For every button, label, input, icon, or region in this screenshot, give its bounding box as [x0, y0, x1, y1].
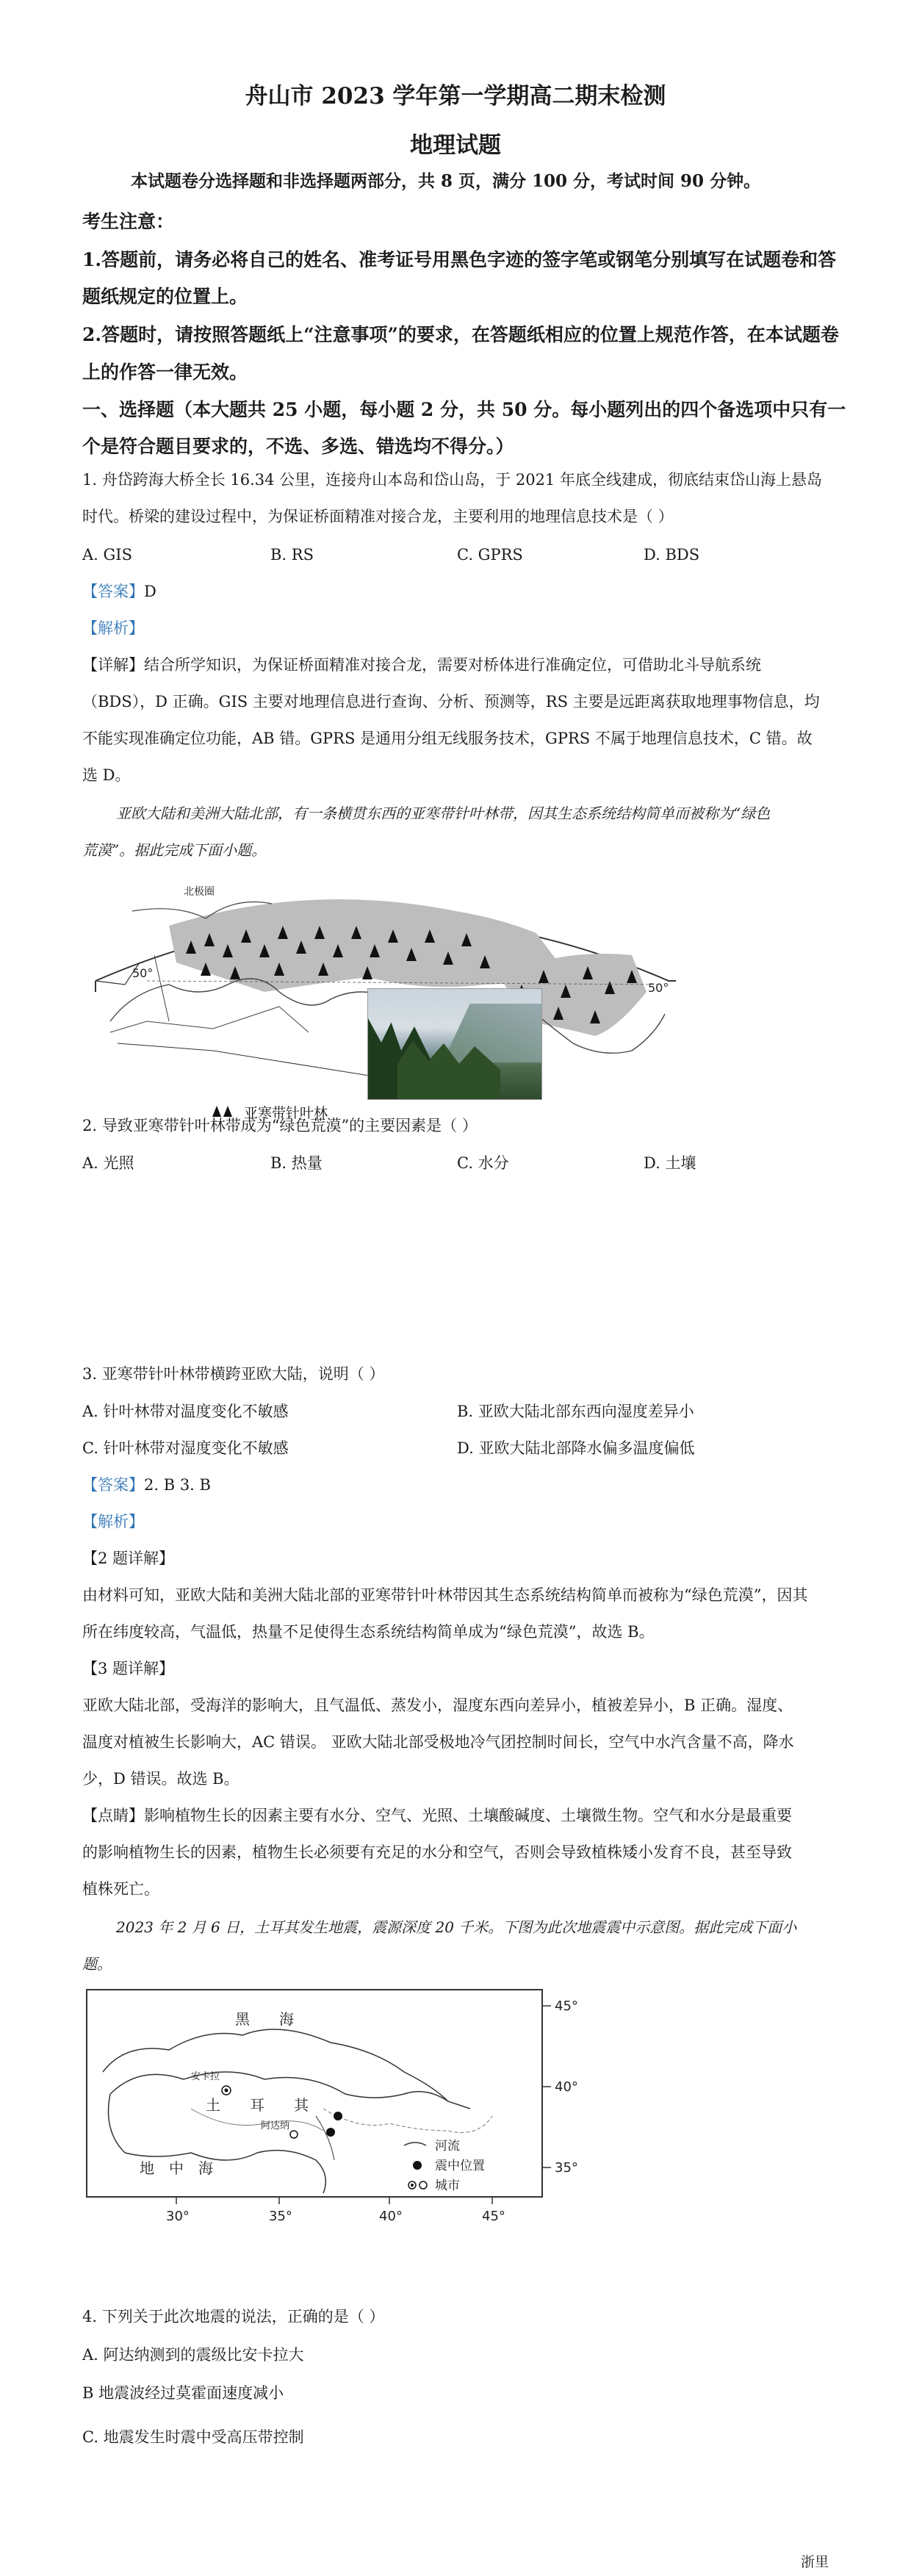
q1-option-b: B. RS — [270, 546, 314, 564]
map2-legend-city: 城市 — [435, 2179, 460, 2193]
q3-stem: 3. 亚寒带针叶林带横跨亚欧大陆，说明（ ） — [82, 1365, 385, 1383]
passage2-line-b: 题。 — [82, 1955, 112, 1973]
q3-answer-value: 2. B 3. B — [144, 1476, 211, 1494]
passage2-line-a: 2023 年 2 月 6 日，土耳其发生地震，震源深度 20 千米。下图为此次地震震中示意图。据此完成下面小 — [116, 1918, 797, 1936]
passage1-line-a: 亚欧大陆和美洲大陆北部，有一条横贯东西的亚寒带针叶林带，因其生态系统结构简单而被称为“绿色 — [116, 805, 771, 822]
exam-title: 舟山市 2023 学年第一学期高二期末检测 — [245, 83, 666, 109]
map2-lon-30: 30° — [166, 2209, 190, 2224]
q1-detail-c: 不能实现准确定位功能，AB 错。GPRS 是通用分组无线服务技术，GPRS 不属于地理信息技术，C 错。故 — [82, 730, 813, 747]
q1-option-d: D. BDS — [644, 546, 700, 564]
q2-option-a: A. 光照 — [82, 1154, 134, 1172]
intro-line: 本试题卷分选择题和非选择题两部分，共 8 页，满分 100 分，考试时间 90 分钟。 — [131, 171, 761, 191]
q4-option-b: B 地震波经过莫霍面速度减小 — [82, 2384, 284, 2402]
q1-stem-b: 时代。桥梁的建设过程中，为保证桥面精准对接合龙，主要利用的地理信息技术是（ ） — [82, 508, 674, 525]
map2-black-sea: 黑 海 — [235, 2010, 294, 2028]
q1-option-c: C. GPRS — [457, 546, 523, 564]
q1-analysis-label: 【解析】 — [82, 619, 144, 637]
legend-epicenter-symbol — [413, 2161, 422, 2170]
q1-answer-label: 【答案】 — [82, 583, 144, 600]
q3-option-a: A. 针叶林带对温度变化不敏感 — [82, 1403, 289, 1420]
section-title-b: 个是符合题目要求的，不选、多选、错选均不得分。） — [82, 436, 514, 457]
q3-detail-label: 【3 题详解】 — [82, 1660, 175, 1677]
q2-detail-a: 由材料可知，亚欧大陆和美洲大陆北部的亚寒带针叶林带因其生态系统结构简单而被称为“绿色荒漠”，因其 — [82, 1586, 808, 1604]
q1-stem-a: 1. 舟岱跨海大桥全长 16.34 公里，连接舟山本岛和岱山岛，于 2021 年底全线建成，彻底结束岱山海上悬岛 — [82, 471, 822, 489]
q1-detail-d: 选 D。 — [82, 766, 131, 784]
notice-1b: 题纸规定的位置上。 — [82, 286, 248, 307]
q3-option-c: C. 针叶林带对湿度变化不敏感 — [82, 1439, 289, 1457]
tip-c: 植株死亡。 — [82, 1880, 159, 1898]
q1-answer — [82, 573, 156, 610]
q2-detail-b: 所在纬度较高，气温低，热量不足使得生态系统结构简单成为“绿色荒漠”，故选 B。 — [82, 1623, 655, 1641]
map2-turkey: 土 耳 其 — [206, 2096, 309, 2114]
turkey-map — [81, 1984, 580, 2263]
exam-subtitle: 地理试题 — [410, 132, 501, 159]
tip-a — [82, 1797, 792, 1834]
q2-option-c: C. 水分 — [457, 1154, 509, 1172]
map2-adana-label: 阿达纳 — [261, 2120, 290, 2131]
q1-option-a: A. GIS — [82, 546, 132, 564]
section-title-a: 一、选择题（本大题共 25 小题，每小题 2 分，共 50 分。每小题列出的四个备选项中只有一 — [82, 399, 846, 420]
notice-2b: 上的作答一律无效。 — [82, 361, 248, 383]
map1-arctic-label: 北极圈 — [184, 886, 215, 898]
map2-lat-45: 45° — [555, 1998, 578, 2014]
q2-option-d: D. 土壤 — [644, 1154, 696, 1172]
epicenter-1 — [334, 2112, 342, 2120]
map2-legend-river: 河流 — [435, 2139, 460, 2154]
q3-answer-label: 【答案】 — [82, 1476, 144, 1494]
map2-lat-35: 35° — [555, 2160, 578, 2176]
tip-text-a: 影响植物生长的因素主要有水分、空气、光照、土壤酸碱度、土壤微生物。空气和水分是最重要 — [144, 1807, 792, 1824]
q3-detail-c: 少，D 错误。故选 B。 — [82, 1770, 240, 1788]
q3-option-b: B. 亚欧大陆北部东西向湿度差异小 — [457, 1403, 694, 1420]
q3-detail-b: 温度对植被生长影响大，AC 错误。 亚欧大陆北部受极地冷气团控制时间长，空气中水汽含量不高，降水 — [82, 1733, 794, 1751]
map2-lat-40: 40° — [555, 2079, 578, 2095]
map1-lat50-right: 50° — [648, 981, 669, 995]
q3-answer — [82, 1467, 211, 1503]
tip-label: 【点睛】 — [82, 1807, 144, 1824]
map2-lon-40: 40° — [379, 2209, 403, 2224]
q1-detail-b: （BDS），D 正确。GIS 主要对地理信息进行查询、分析、预测等，RS 主要是远距离获取地理事物信息，均 — [82, 693, 820, 710]
q3-analysis-label: 【解析】 — [82, 1513, 144, 1530]
passage1-line-b: 荒漠”。据此完成下面小题。 — [82, 841, 267, 859]
map1-legend-label: 亚寒带针叶林 — [244, 1105, 328, 1121]
q2-option-b: B. 热量 — [270, 1154, 323, 1172]
map2-lon-45: 45° — [482, 2209, 505, 2224]
map2-ankara-label: 安卡拉 — [191, 2071, 220, 2082]
map1-lat50-left: 50° — [132, 966, 154, 980]
q4-stem: 4. 下列关于此次地震的说法，正确的是（ ） — [82, 2308, 385, 2325]
q3-option-d: D. 亚欧大陆北部降水偏多温度偏低 — [457, 1439, 695, 1457]
q1-detail-text-a: 结合所学知识，为保证桥面精准对接合龙，需要对桥体进行准确定位，可借助北斗导航系统 — [144, 656, 761, 674]
q3-detail-a: 亚欧大陆北部，受海洋的影响大，且气温低、蒸发小，湿度东西向差异小，植被差异小，B 正确。湿度、 — [82, 1697, 793, 1714]
map2-mediterranean: 地 中 海 — [140, 2159, 213, 2177]
q1-answer-value: D — [144, 583, 156, 600]
q4-option-a: A. 阿达纳测到的震级比安卡拉大 — [82, 2346, 304, 2364]
tip-b: 的影响植物生长的因素，植物生长必须要有充足的水分和空气，否则会导致植株矮小发育不良，甚至导致 — [82, 1843, 792, 1861]
notice-title: 考生注意： — [82, 211, 175, 232]
q4-option-c: C. 地震发生时震中受高压带控制 — [82, 2428, 304, 2446]
q2-detail-label: 【2 题详解】 — [82, 1550, 175, 1567]
forest-photo — [367, 988, 542, 1100]
q1-detail-label: 【详解】 — [82, 656, 144, 674]
q1-detail-a — [82, 647, 761, 683]
notice-2a: 2.答题时，请按照答题纸上“注意事项”的要求，在答题纸相应的位置上规范作答，在本试题卷 — [82, 324, 839, 345]
footer-corner-text: 浙里 — [801, 2554, 829, 2570]
map2-lon-35: 35° — [269, 2209, 292, 2224]
map2-legend-epicenter: 震中位置 — [435, 2159, 485, 2173]
epicenter-2 — [326, 2128, 335, 2137]
q2-stem: 2. 导致亚寒带针叶林带成为“绿色荒漠”的主要因素是（ ） — [82, 1117, 478, 1134]
notice-1a: 1.答题前，请务必将自己的姓名、准考证号用黑色字迹的签字笔或钢笔分别填写在试题卷和答 — [82, 249, 837, 270]
